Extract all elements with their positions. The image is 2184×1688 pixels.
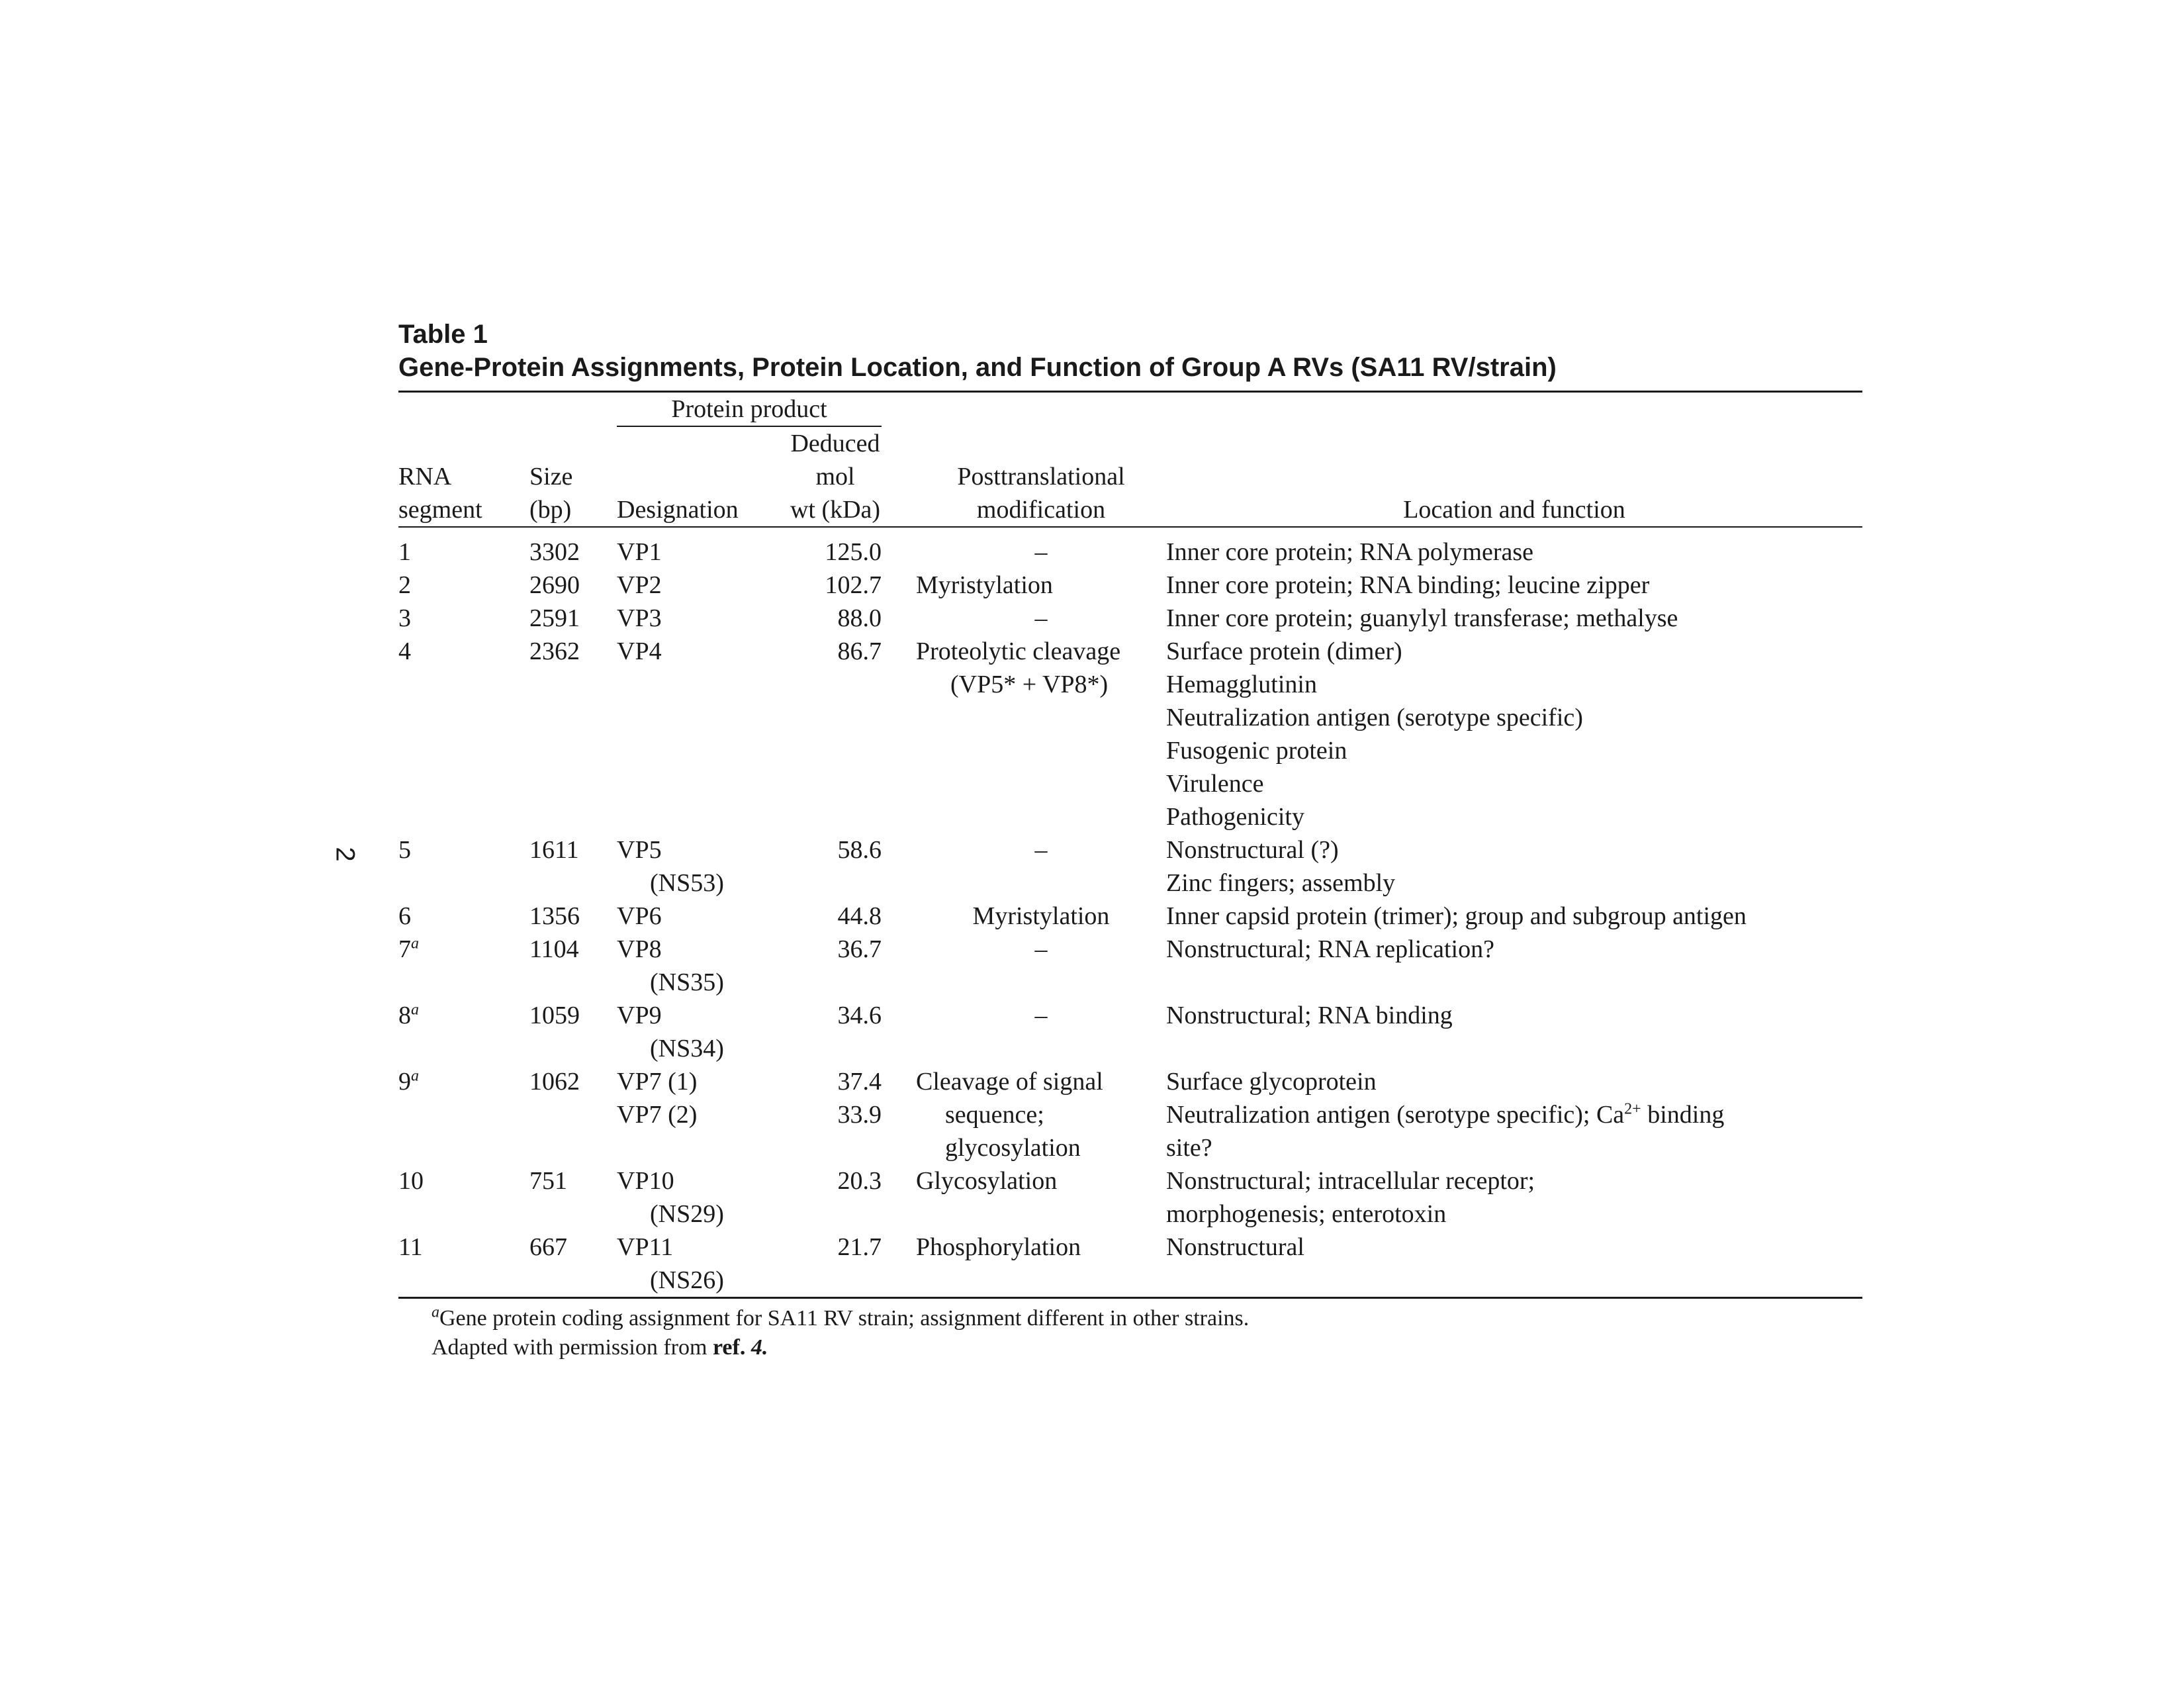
column-gap xyxy=(882,900,916,933)
table-label: Table 1 xyxy=(398,320,488,349)
cell-designation: VP1 xyxy=(617,538,662,566)
header-rna-segment: RNA segment xyxy=(398,463,482,524)
table-block xyxy=(398,318,1862,1362)
group-header-protein-product: Protein product xyxy=(617,393,882,427)
table-row xyxy=(398,1065,1862,1164)
cell-ptm: – xyxy=(1034,538,1048,566)
cell-rna-segment: 4 xyxy=(398,637,411,665)
cell-mol-wt: 21.7 xyxy=(837,1233,882,1261)
column-gap xyxy=(882,833,916,900)
cell-ptm: Myristylation xyxy=(916,571,1053,599)
cell-rna-segment: 2 xyxy=(398,571,411,599)
cell-rna-segment: 5 xyxy=(398,836,411,864)
cell-rna-segment: 9$^a$ xyxy=(398,1067,419,1096)
cell-designation: VP11 (NS26) xyxy=(617,1233,724,1294)
cell-ptm: Phosphorylation xyxy=(916,1233,1081,1261)
table-body xyxy=(398,528,1862,1297)
column-gap xyxy=(882,1231,916,1297)
column-gap xyxy=(882,999,916,1065)
cell-mol-wt: 58.6 xyxy=(837,836,882,864)
cell-mol-wt: 36.7 xyxy=(837,935,882,963)
table-row xyxy=(398,602,1862,635)
cell-ptm: – xyxy=(1034,1002,1048,1029)
cell-mol-wt: 102.7 xyxy=(825,571,882,599)
cell-location-function: Inner core protein; guanylyl transferase; methalyse xyxy=(1166,604,1678,632)
cell-location-function: Inner core protein; RNA polymerase xyxy=(1166,538,1534,566)
cell-location-function: Nonstructural xyxy=(1166,1233,1304,1261)
column-gap xyxy=(882,635,916,833)
table-row xyxy=(398,569,1862,602)
column-gap xyxy=(882,933,916,999)
cell-rna-segment: 11 xyxy=(398,1233,423,1261)
table-row xyxy=(398,933,1862,999)
cell-ptm: – xyxy=(1034,935,1048,963)
footnote-text: Gene protein coding assignment for SA11 RV strain; assignment different in other strains. xyxy=(439,1306,1250,1331)
footnote-marker: a xyxy=(411,935,419,953)
column-gap xyxy=(882,528,916,569)
cell-location-function: Nonstructural; RNA replication? xyxy=(1166,935,1494,963)
cell-size: 751 xyxy=(529,1167,567,1195)
cell-ptm: Cleavage of signal sequence; glycosylation xyxy=(916,1068,1103,1162)
table-row xyxy=(398,635,1862,833)
cell-size: 3302 xyxy=(529,538,580,566)
cell-rna-segment: 10 xyxy=(398,1167,424,1195)
cell-mol-wt: 34.6 xyxy=(837,1002,882,1029)
header-designation: Designation xyxy=(617,496,739,524)
cell-designation: VP7 (1) VP7 (2) xyxy=(617,1068,698,1129)
cell-size: 2591 xyxy=(529,604,580,632)
header-ptm: Posttranslational modification xyxy=(957,463,1125,524)
column-gap xyxy=(882,1164,916,1231)
cell-mol-wt: 125.0 xyxy=(825,538,882,566)
header-mol-wt: Deduced mol wt (kDa) xyxy=(790,430,881,524)
cell-ptm: – xyxy=(1034,836,1048,864)
adapted-note: Adapted with permission from ref. 4. xyxy=(432,1335,768,1360)
table-row xyxy=(398,1164,1862,1231)
cell-mol-wt: 88.0 xyxy=(837,604,882,632)
cell-designation: VP2 xyxy=(617,571,662,599)
footnote-marker: a xyxy=(432,1303,439,1321)
table-row xyxy=(398,900,1862,933)
cell-size: 667 xyxy=(529,1233,567,1261)
cell-rna-segment: 1 xyxy=(398,538,411,566)
cell-size: 2690 xyxy=(529,571,580,599)
cell-location-function: Nonstructural (?) Zinc fingers; assembly xyxy=(1166,836,1396,897)
cell-designation: VP3 xyxy=(617,604,662,632)
cell-size: 1062 xyxy=(529,1068,580,1096)
cell-location-function: Inner capsid protein (trimer); group and subgroup antigen xyxy=(1166,902,1747,930)
header-size: Size (bp) xyxy=(529,463,573,524)
cell-location-function: Nonstructural; intracellular receptor; morphogenesis; enterotoxin xyxy=(1166,1167,1535,1228)
cell-mol-wt: 20.3 xyxy=(837,1167,882,1195)
cell-rna-segment: 6 xyxy=(398,902,411,930)
cell-designation: VP4 xyxy=(617,637,662,665)
cell-designation: VP6 xyxy=(617,902,662,930)
cell-location-function: Surface glycoprotein Neutralization antigen (serotype specific); $Ca^{2+}$ binding site? xyxy=(1166,1068,1725,1162)
cell-mol-wt: 37.4 33.9 xyxy=(837,1068,882,1129)
column-gap xyxy=(882,569,916,602)
table-bottom-rule xyxy=(398,1297,1862,1299)
cell-size: 1356 xyxy=(529,902,580,930)
cell-designation: VP9 (NS34) xyxy=(617,1002,724,1062)
cell-ptm: – xyxy=(1034,604,1048,632)
cell-location-function: Inner core protein; RNA binding; leucine zipper xyxy=(1166,571,1650,599)
footnote-marker: a xyxy=(411,1001,419,1019)
footnote xyxy=(432,1304,1862,1333)
data-table xyxy=(398,393,1862,1297)
table-row xyxy=(398,833,1862,900)
cell-size: 2362 xyxy=(529,637,580,665)
cell-location-function: Surface protein (dimer) Hemagglutinin Neutralization antigen (serotype specific) Fusogenic protein Virulence Pathogenicity xyxy=(1166,637,1583,831)
cell-rna-segment: 7$^a$ xyxy=(398,935,419,963)
table-row xyxy=(398,1231,1862,1297)
cell-location-function: Nonstructural; RNA binding xyxy=(1166,1002,1453,1029)
table-title: Gene-Protein Assignments, Protein Location, and Function of Group A RVs (SA11 RV/strain) xyxy=(398,353,1557,382)
column-gap xyxy=(882,602,916,635)
cell-ptm: Glycosylation xyxy=(916,1167,1058,1195)
table-row xyxy=(398,999,1862,1065)
cell-designation: VP5 (NS53) xyxy=(617,836,724,897)
group-header-row xyxy=(398,393,1862,427)
footnote-marker: a xyxy=(411,1067,419,1085)
cell-designation: VP10 (NS29) xyxy=(617,1167,724,1228)
cell-mol-wt: 86.7 xyxy=(837,637,882,665)
page-number: 2 xyxy=(330,847,360,862)
cell-rna-segment: 3 xyxy=(398,604,411,632)
cell-rna-segment: 8$^a$ xyxy=(398,1001,419,1029)
cell-designation: VP8 (NS35) xyxy=(617,935,724,996)
table-row xyxy=(398,528,1862,569)
cell-size: 1611 xyxy=(529,836,579,864)
cell-size: 1059 xyxy=(529,1002,580,1029)
header-location-function: Location and function xyxy=(1403,496,1625,524)
column-gap xyxy=(882,1065,916,1164)
cell-size: 1104 xyxy=(529,935,579,963)
column-header-row xyxy=(398,427,1862,526)
cell-ptm: Myristylation xyxy=(972,902,1110,930)
cell-ptm: Proteolytic cleavage (VP5* + VP8*) xyxy=(916,637,1121,698)
cell-mol-wt: 44.8 xyxy=(837,902,882,930)
